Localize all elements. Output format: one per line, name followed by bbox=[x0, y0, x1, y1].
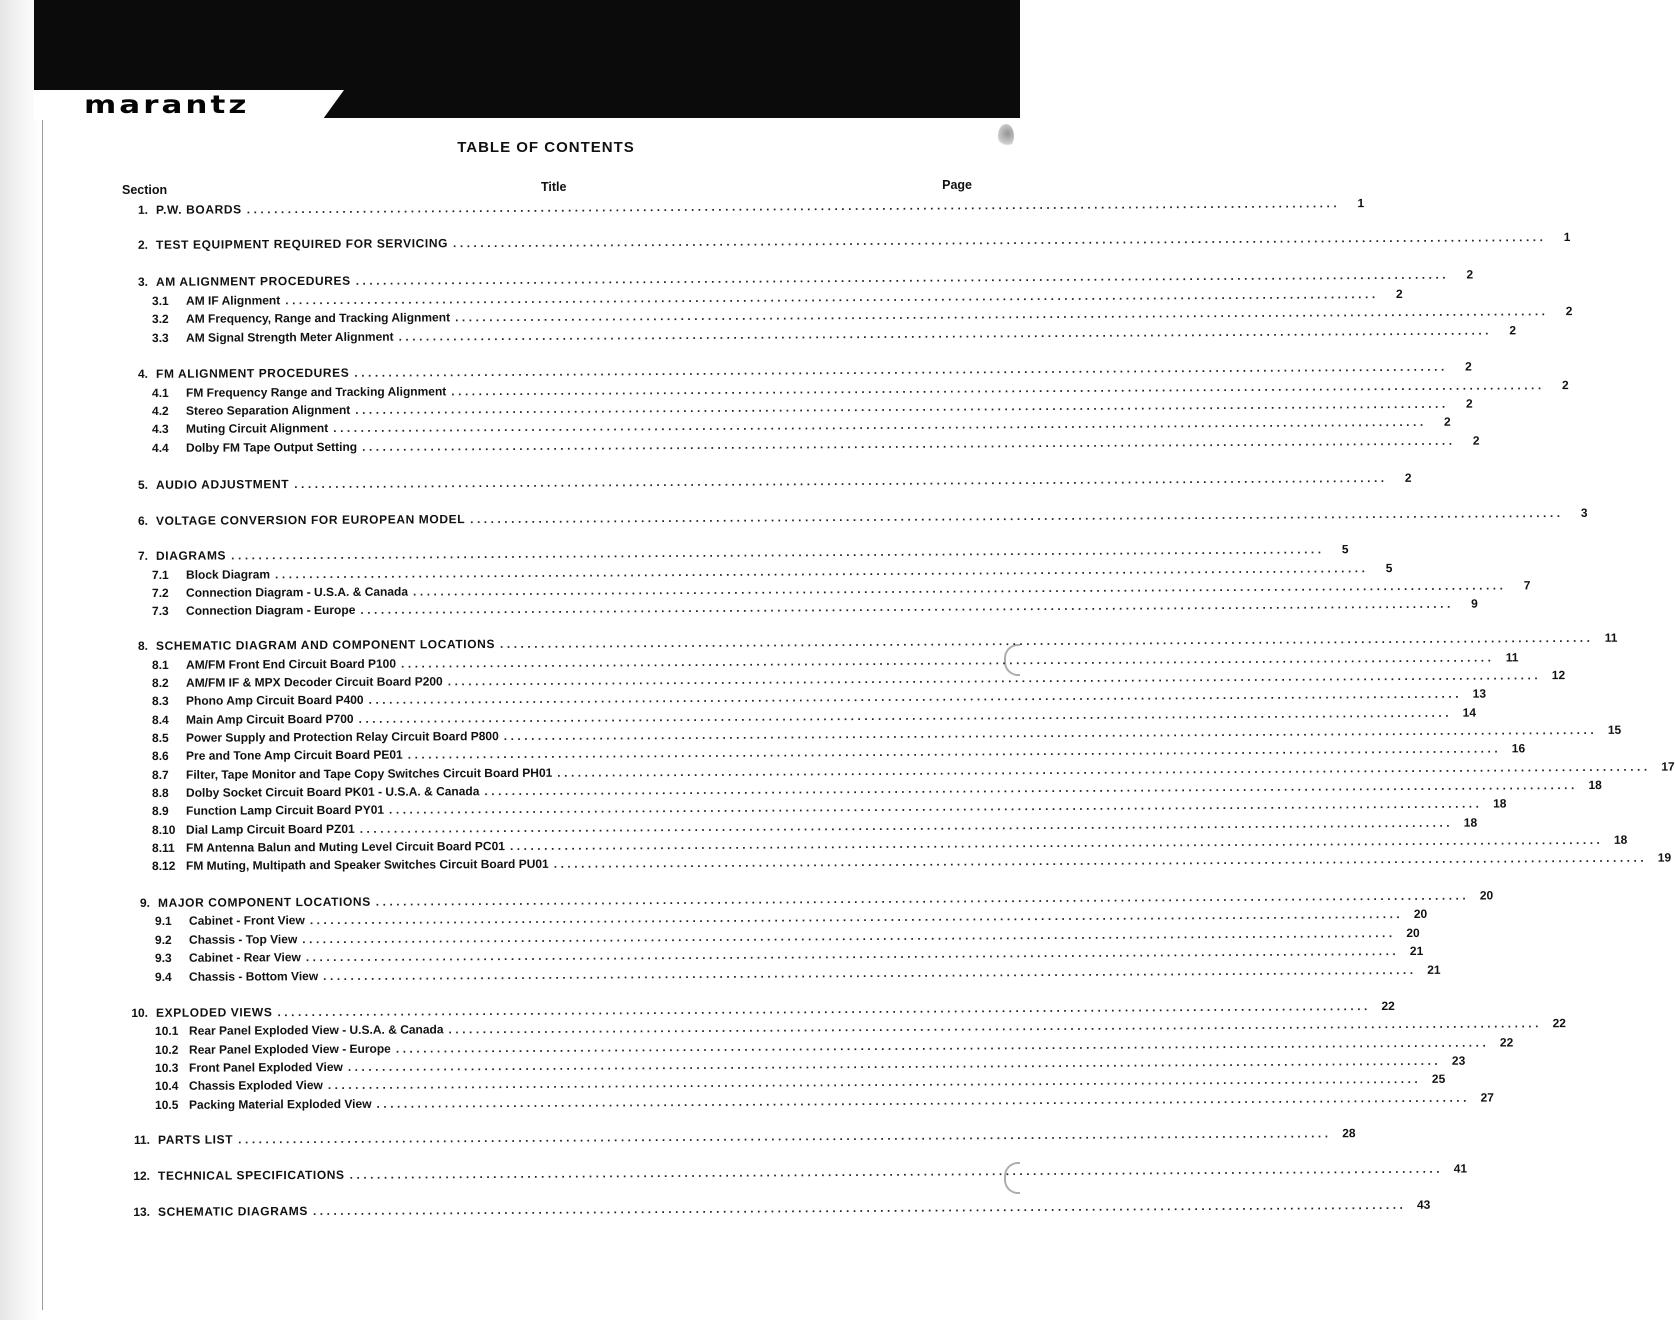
toc-subsection-row[interactable] bbox=[151, 596, 1478, 620]
toc-label: DIAGRAMS bbox=[155, 548, 227, 563]
toc-number: 8.2 bbox=[151, 675, 169, 690]
toc-page-number: 2 bbox=[1472, 433, 1480, 448]
dot-leader: ................................................................................................................................................................ bbox=[455, 304, 1549, 325]
toc-page-number: 2 bbox=[1509, 323, 1517, 338]
toc-number: 7. bbox=[137, 548, 149, 563]
toc-label: FM Muting, Multipath and Speaker Switches Circuit Board PU01 bbox=[185, 856, 549, 873]
toc-page-number: 5 bbox=[1385, 561, 1393, 576]
toc-section-row[interactable] bbox=[126, 196, 1365, 219]
toc-page-number: 20 bbox=[1479, 888, 1494, 903]
toc-number: 9.2 bbox=[154, 932, 172, 947]
toc-page-number: 15 bbox=[1607, 722, 1622, 737]
toc-number: 8.4 bbox=[151, 712, 169, 727]
dot-leader: ................................................................................................................................................................ bbox=[246, 196, 1341, 217]
toc-label: AM/FM IF & MPX Decoder Circuit Board P200 bbox=[185, 674, 443, 690]
toc-page-number: 9 bbox=[1471, 596, 1478, 611]
toc-page-number: 1 bbox=[1563, 229, 1571, 244]
toc-subsection-row[interactable] bbox=[151, 323, 1517, 347]
toc-page-number: 28 bbox=[1342, 1126, 1356, 1141]
toc-number: 4.2 bbox=[151, 403, 169, 418]
toc-number: 3.1 bbox=[151, 293, 169, 308]
toc-number: 10.1 bbox=[154, 1023, 179, 1038]
toc-number: 3.2 bbox=[151, 311, 169, 326]
dot-leader: ................................................................................................................................................................ bbox=[470, 505, 1564, 527]
dot-leader: ................................................................................................................................................................ bbox=[448, 1016, 1542, 1037]
toc-number: 3.3 bbox=[151, 330, 169, 345]
column-header-page: Page bbox=[942, 178, 972, 192]
toc-page-number: 2 bbox=[1561, 378, 1569, 393]
dot-leader: ................................................................................................................................................................ bbox=[354, 359, 1448, 380]
toc-label: AM ALIGNMENT PROCEDURES bbox=[155, 273, 351, 289]
dot-leader: ................................................................................................................................................................ bbox=[484, 778, 1578, 799]
toc-page-number: 27 bbox=[1480, 1090, 1494, 1105]
dot-leader: ................................................................................................................................................................ bbox=[359, 815, 1454, 836]
toc-number: 5. bbox=[137, 477, 149, 492]
toc-section-row[interactable] bbox=[128, 1161, 1468, 1185]
toc-subsection-row[interactable] bbox=[151, 433, 1480, 457]
toc-label: Power Supply and Protection Relay Circuit Board P800 bbox=[185, 729, 499, 745]
toc-number: 8. bbox=[137, 638, 149, 653]
dot-leader: ................................................................................................................................................................ bbox=[238, 1126, 1332, 1147]
toc-number: 9.3 bbox=[154, 950, 172, 965]
toc-page-number: 17 bbox=[1661, 759, 1675, 774]
toc-number: 8.12 bbox=[151, 858, 176, 873]
dot-leader: ................................................................................................................................................................ bbox=[412, 578, 1507, 599]
dot-leader: ................................................................................................................................................................ bbox=[349, 1161, 1444, 1182]
toc-label: P.W. BOARDS bbox=[155, 202, 242, 217]
toc-label: Dolby FM Tape Output Setting bbox=[185, 439, 358, 455]
dot-leader: ................................................................................................................................................................ bbox=[285, 287, 1379, 308]
toc-label: FM Antenna Balun and Muting Level Circuit Board PC01 bbox=[185, 839, 505, 855]
toc-label: Chassis - Top View bbox=[188, 932, 298, 947]
toc-section-row[interactable] bbox=[126, 505, 1588, 530]
toc-number: 2. bbox=[137, 237, 149, 252]
dot-leader: ................................................................................................................................................................ bbox=[509, 832, 1604, 854]
toc-number: 10.2 bbox=[154, 1042, 179, 1057]
toc-label: Rear Panel Exploded View - Europe bbox=[188, 1041, 391, 1057]
toc-number: 9. bbox=[139, 895, 151, 910]
toc-number: 8.8 bbox=[151, 785, 169, 800]
dot-leader: ................................................................................................................................................................ bbox=[309, 907, 1404, 928]
dot-leader: ................................................................................................................................................................ bbox=[451, 378, 1545, 399]
toc-section-row[interactable] bbox=[128, 1126, 1356, 1149]
dot-leader: ................................................................................................................................................................ bbox=[305, 944, 1400, 965]
dot-leader: ................................................................................................................................................................ bbox=[312, 1197, 1407, 1218]
dot-leader: ................................................................................................................................................................ bbox=[553, 850, 1648, 871]
dot-leader: ................................................................................................................................................................ bbox=[395, 1035, 1490, 1056]
toc-page-number: 2 bbox=[1465, 396, 1473, 411]
dot-leader: ................................................................................................................................................................ bbox=[347, 1053, 1442, 1074]
toc-number: 6. bbox=[137, 513, 149, 528]
dot-leader: ................................................................................................................................................................ bbox=[557, 759, 1651, 780]
toc-page-number: 12 bbox=[1551, 668, 1566, 683]
toc-number: 4.4 bbox=[151, 440, 169, 455]
brand-logo: marantz bbox=[84, 90, 250, 120]
toc-label: AM IF Alignment bbox=[185, 293, 281, 308]
toc-page-number: 43 bbox=[1416, 1197, 1431, 1212]
dot-leader: ................................................................................................................................................................ bbox=[277, 999, 1371, 1020]
toc-page-number: 7 bbox=[1523, 578, 1531, 593]
toc-label: SCHEMATIC DIAGRAMS bbox=[157, 1203, 308, 1219]
toc-label: Dial Lamp Circuit Board PZ01 bbox=[185, 821, 355, 837]
toc-label: SCHEMATIC DIAGRAM AND COMPONENT LOCATIONS bbox=[155, 636, 496, 653]
toc-number: 11. bbox=[133, 1132, 151, 1147]
toc-page-number: 22 bbox=[1381, 998, 1395, 1013]
dot-leader: ................................................................................................................................................................ bbox=[388, 796, 1483, 817]
toc-number: 8.1 bbox=[151, 657, 169, 672]
dot-leader: ................................................................................................................................................................ bbox=[358, 705, 1453, 726]
toc-page-number: 21 bbox=[1427, 962, 1441, 977]
toc-number: 10. bbox=[131, 1005, 149, 1020]
toc-page-number: 21 bbox=[1409, 943, 1424, 958]
dot-leader: ................................................................................................................................................................ bbox=[407, 741, 1502, 762]
dot-leader: ................................................................................................................................................................ bbox=[447, 668, 1542, 689]
toc-number: 10.5 bbox=[154, 1097, 179, 1112]
toc-page-number: 18 bbox=[1588, 777, 1602, 792]
toc-label: Main Amp Circuit Board P700 bbox=[185, 711, 354, 727]
toc-label: Packing Material Exploded View bbox=[188, 1096, 372, 1112]
toc-label: MAJOR COMPONENT LOCATIONS bbox=[157, 894, 371, 910]
toc-number: 13. bbox=[133, 1204, 151, 1219]
toc-page-number: 3 bbox=[1580, 505, 1588, 520]
toc-label: Chassis Exploded View bbox=[188, 1078, 323, 1093]
toc-label: TEST EQUIPMENT REQUIRED FOR SERVICING bbox=[155, 236, 449, 252]
toc-number: 9.1 bbox=[154, 913, 172, 928]
toc-page-number: 20 bbox=[1413, 906, 1428, 921]
toc-number: 4. bbox=[137, 366, 149, 381]
toc-label: Cabinet - Rear View bbox=[188, 950, 301, 965]
toc-page-number: 2 bbox=[1465, 359, 1472, 374]
toc-page-number: 16 bbox=[1511, 741, 1526, 756]
toc-page-number: 2 bbox=[1466, 267, 1474, 282]
toc-label: Connection Diagram - U.S.A. & Canada bbox=[185, 584, 409, 600]
toc-label: AM/FM Front End Circuit Board P100 bbox=[185, 656, 397, 672]
dot-leader: ................................................................................................................................................................ bbox=[398, 323, 1493, 344]
toc-number: 7.3 bbox=[151, 603, 169, 618]
toc-number: 4.3 bbox=[151, 421, 169, 436]
toc-label: Filter, Tape Monitor and Tape Copy Switches Circuit Board PH01 bbox=[185, 765, 553, 782]
toc-label: Block Diagram bbox=[185, 567, 271, 582]
toc-page-number: 2 bbox=[1565, 304, 1573, 319]
toc-section-row[interactable] bbox=[126, 229, 1571, 254]
toc-label: FM Frequency Range and Tracking Alignment bbox=[185, 384, 447, 400]
toc-number: 3. bbox=[137, 274, 149, 289]
toc-label: VOLTAGE CONVERSION FOR EUROPEAN MODEL bbox=[155, 512, 466, 528]
toc-page-number: 2 bbox=[1443, 414, 1451, 429]
dot-leader: ................................................................................................................................................................ bbox=[375, 888, 1470, 909]
toc-subsection-row[interactable] bbox=[154, 1090, 1494, 1114]
toc-label: Stereo Separation Alignment bbox=[185, 402, 351, 418]
toc-section-row[interactable] bbox=[126, 470, 1412, 494]
toc-page-number: 11 bbox=[1604, 630, 1618, 645]
toc-number: 10.4 bbox=[154, 1078, 179, 1093]
toc-number: 8.3 bbox=[151, 693, 169, 708]
toc-label: PARTS LIST bbox=[157, 1132, 234, 1147]
toc-number: 8.5 bbox=[151, 730, 169, 745]
dot-leader: ................................................................................................................................................................ bbox=[499, 630, 1594, 651]
toc-page-number: 14 bbox=[1462, 705, 1477, 720]
dot-leader: ................................................................................................................................................................ bbox=[355, 267, 1450, 288]
toc-label: Dolby Socket Circuit Board PK01 - U.S.A. & Canada bbox=[185, 784, 480, 800]
toc-page-number: 18 bbox=[1463, 815, 1478, 830]
toc-page-number: 2 bbox=[1395, 287, 1403, 302]
toc-page-number: 13 bbox=[1472, 686, 1487, 701]
toc-page-number: 2 bbox=[1404, 470, 1412, 485]
toc-number: 8.6 bbox=[151, 748, 169, 763]
document-title: TABLE OF CONTENTS bbox=[457, 139, 635, 156]
toc-page-number: 20 bbox=[1406, 925, 1420, 941]
toc-label: AUDIO ADJUSTMENT bbox=[155, 477, 290, 492]
toc-number: 8.9 bbox=[151, 803, 169, 818]
toc-number: 4.1 bbox=[151, 385, 169, 400]
toc-label: Chassis - Bottom View bbox=[188, 969, 319, 984]
dot-leader: ................................................................................................................................................................ bbox=[400, 650, 1495, 671]
toc-page-number: 18 bbox=[1493, 796, 1507, 811]
toc-label: Connection Diagram - Europe bbox=[185, 602, 356, 618]
toc-label: AM Frequency, Range and Tracking Alignment bbox=[185, 310, 451, 326]
toc-subsection-row[interactable] bbox=[151, 850, 1672, 875]
toc-label: Function Lamp Circuit Board PY01 bbox=[185, 802, 385, 818]
column-header-section: Section bbox=[122, 183, 168, 197]
toc-number: 7.1 bbox=[151, 567, 169, 582]
dot-leader: ................................................................................................................................................................ bbox=[327, 1071, 1422, 1093]
dot-leader: ................................................................................................................................................................ bbox=[368, 686, 1463, 707]
toc-page-number: 22 bbox=[1552, 1016, 1566, 1031]
dot-leader: ................................................................................................................................................................ bbox=[302, 926, 1396, 947]
toc-page-number: 23 bbox=[1451, 1053, 1466, 1068]
dot-leader: ................................................................................................................................................................ bbox=[294, 470, 1388, 492]
dot-leader: ................................................................................................................................................................ bbox=[503, 722, 1598, 744]
toc-label: Cabinet - Front View bbox=[188, 913, 305, 928]
dot-leader: ................................................................................................................................................................ bbox=[362, 433, 1456, 454]
dot-leader: ................................................................................................................................................................ bbox=[376, 1090, 1470, 1111]
toc-number: 10.3 bbox=[154, 1060, 179, 1075]
toc-subsection-row[interactable] bbox=[154, 962, 1441, 986]
dot-leader: ................................................................................................................................................................ bbox=[274, 561, 1369, 582]
dot-leader: ................................................................................................................................................................ bbox=[360, 596, 1454, 617]
toc-page-number: 18 bbox=[1613, 832, 1628, 847]
toc-label: Front Panel Exploded View bbox=[188, 1059, 343, 1075]
toc-number: 8.7 bbox=[151, 767, 169, 782]
toc-page-number: 25 bbox=[1431, 1071, 1446, 1086]
toc-section-row[interactable] bbox=[128, 1197, 1431, 1221]
toc-number: 9.4 bbox=[154, 969, 172, 984]
dot-leader: ................................................................................................................................................................ bbox=[452, 230, 1547, 251]
dot-leader: ................................................................................................................................................................ bbox=[333, 414, 1427, 435]
toc-label: Pre and Tone Amp Circuit Board PE01 bbox=[185, 747, 403, 763]
scan-border-line bbox=[42, 120, 43, 1310]
toc-number: 8.11 bbox=[151, 840, 175, 855]
dot-leader: ................................................................................................................................................................ bbox=[323, 962, 1417, 984]
toc-page-number: 5 bbox=[1341, 542, 1349, 557]
toc-page-number: 41 bbox=[1453, 1161, 1468, 1176]
dot-leader: ................................................................................................................................................................ bbox=[355, 396, 1449, 417]
toc-number: 8.10 bbox=[151, 822, 176, 837]
toc-label: Rear Panel Exploded View - U.S.A. & Canada bbox=[188, 1022, 444, 1038]
toc-label: TECHNICAL SPECIFICATIONS bbox=[157, 1167, 345, 1183]
toc-label: AM Signal Strength Meter Alignment bbox=[185, 329, 394, 345]
scan-edge-shadow bbox=[0, 0, 42, 1320]
toc-label: Phono Amp Circuit Board P400 bbox=[185, 692, 364, 708]
toc-number: 7.2 bbox=[151, 585, 169, 600]
toc-page-number: 22 bbox=[1499, 1035, 1514, 1050]
dot-leader: ................................................................................................................................................................ bbox=[231, 542, 1325, 563]
toc-label: FM ALIGNMENT PROCEDURES bbox=[155, 365, 350, 381]
toc-page-number: 19 bbox=[1657, 850, 1672, 865]
toc-page-number: 11 bbox=[1505, 650, 1519, 665]
toc-label: EXPLODED VIEWS bbox=[155, 1005, 273, 1020]
toc-label: Muting Circuit Alignment bbox=[185, 421, 329, 436]
column-header-title: Title bbox=[541, 180, 567, 194]
toc-number: 12. bbox=[133, 1168, 151, 1183]
toc-page-number: 1 bbox=[1357, 196, 1365, 211]
toc-number: 1. bbox=[137, 202, 149, 217]
